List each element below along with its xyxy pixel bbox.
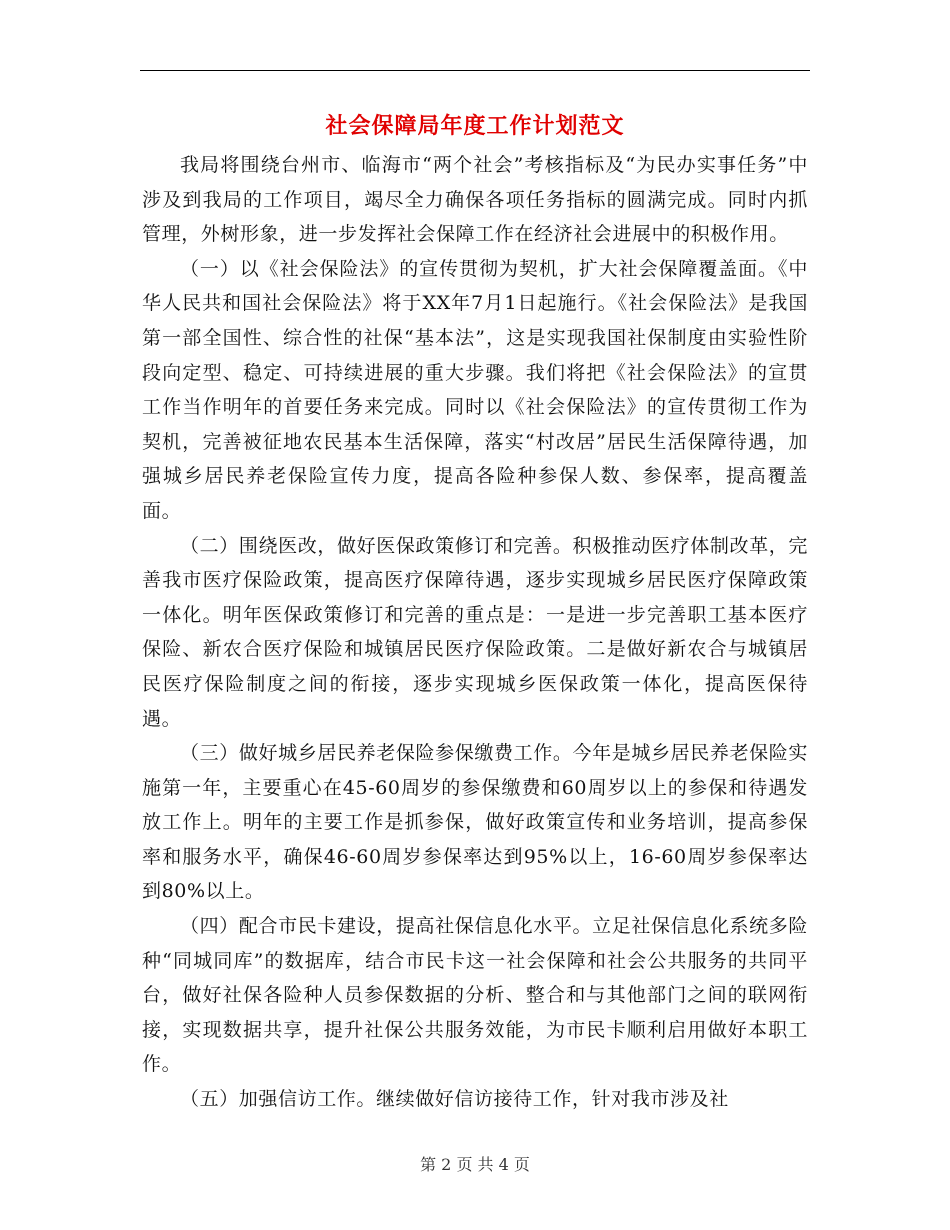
paragraph-item-2: （二）围绕医改，做好医保政策修订和完善。积极推动医疗体制改革，完善我市医疗保险政策，提高医疗保障待遇，逐步实现城乡居民医疗保障政策一体化。明年医保政策修订和完善的重点是：一是进一步完善职工基本医疗保险、新农合医疗保险和城镇居民医疗保险政策。二是做好新农合与城镇居民医疗保险制度之间的衔接，逐步实现城乡医保政策一体化，提高医保待遇。 (142, 534, 808, 730)
paragraph-item-4: （四）配合市民卡建设，提高社保信息化水平。立足社保信息化系统多险种“同城同库”的数据库，结合市民卡这一社会保障和社会公共服务的共同平台，做好社保各险种人员参保数据的分析、整合和与其他部门之间的联网衔接，实现数据共享，提升社保公共服务效能，为市民卡顺利启用做好本职工作。 (142, 915, 808, 1076)
paragraph-item-1: （一）以《社会保险法》的宣传贯彻为契机，扩大社会保障覆盖面。《中华人民共和国社会保险法》将于XX年7月1日起施行。《社会保险法》是我国第一部全国性、综合性的社保“基本法”，这是实现我国社保制度由实验性阶段向定型、稳定、可持续进展的重大步骤。我们将把《社会保险法》的宣贯工作当作明年的首要任务来完成。同时以《社会保险法》的宣传贯彻工作为契机，完善被征地农民基本生活保障，落实“村改居”居民生活保障待遇，加强城乡居民养老保险宣传力度，提高各险种参保人数、参保率，提高覆盖面。 (142, 257, 808, 522)
paragraph-item-3: （三）做好城乡居民养老保险参保缴费工作。今年是城乡居民养老保险实施第一年，主要重心在45-60周岁的参保缴费和60周岁以上的参保和待遇发放工作上。明年的主要工作是抓参保，做好政策宣传和业务培训，提高参保率和服务水平，确保46-60周岁参保率达到95%以上，16-60周岁参保率达到80%以上。 (142, 742, 808, 903)
paragraph-item-5: （五）加强信访工作。继续做好信访接待工作，针对我市涉及社 (180, 1088, 729, 1111)
document-body (142, 148, 808, 1117)
intro-paragraph: 我局将围绕台州市、临海市“两个社会”考核指标及“为民办实事任务”中涉及到我局的工作项目，竭尽全力确保各项任务指标的圆满完成。同时内抓管理，外树形象，进一步发挥社会保障工作在经济社会进展中的积极作用。 (142, 154, 808, 246)
header-rule (140, 70, 810, 71)
page-number-footer: 第 2 页 共 4 页 (420, 1155, 530, 1174)
document-title: 社会保障局年度工作计划范文 (325, 113, 625, 139)
